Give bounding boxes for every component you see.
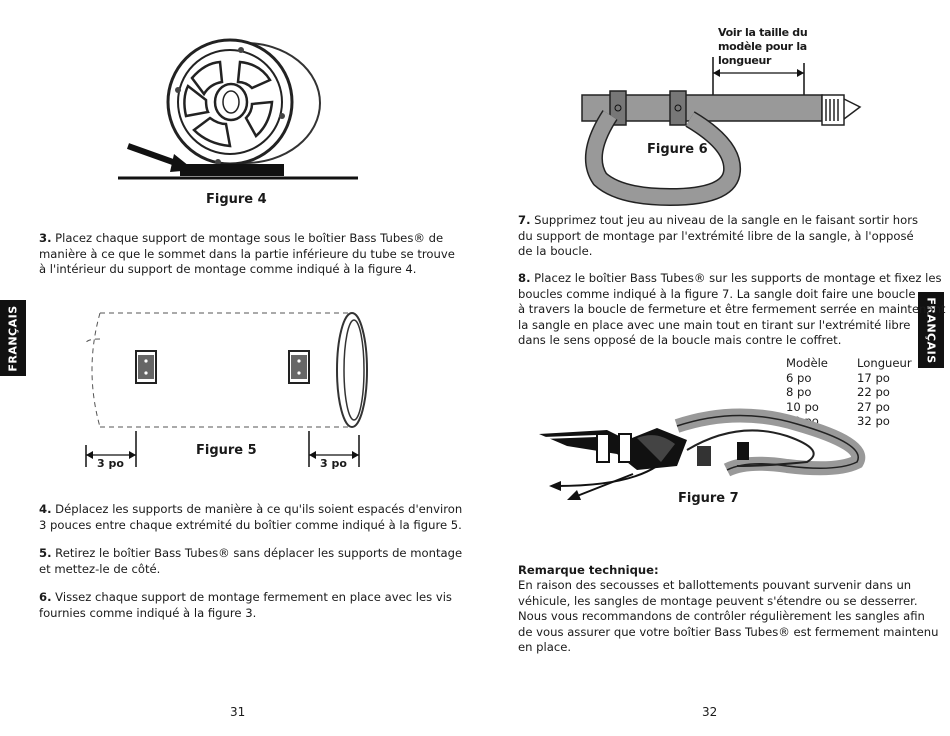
step-8-text (518, 271, 945, 349)
step-8-line-3: à travers la boucle de fermeture et être fermement serrée en maintenant (518, 302, 946, 317)
technical-note-title: Remarque technique: (518, 563, 659, 577)
step-8-line-1: Placez le boîtier Bass Tubes® sur les supports de montage et fixez les (534, 271, 942, 285)
step-8-line-5: dans le sens opposé de la boucle mais contre le coffret. (518, 333, 842, 348)
size-table-length-4: 32 po (857, 414, 890, 429)
page-number-right: 32 (702, 705, 718, 719)
step-8-line-2: boucles comme indiqué à la figure 7. La sangle doit faire une boucle (518, 286, 916, 301)
step-5-text (39, 546, 462, 577)
size-table-model-1: 6 po (786, 370, 812, 385)
step-6-line-2: fournies comme indiqué à la figure 3. (39, 605, 257, 620)
figure-5-dimension-left: 3 po (97, 457, 124, 470)
step-3-line-2: manière à ce que le sommet dans la partie inférieure du tube se trouve (39, 246, 455, 261)
size-table-model-3: 10 po (786, 399, 819, 414)
step-5-number: 5. (39, 546, 52, 560)
size-table-length-3: 27 po (857, 399, 890, 414)
step-4-line-2: 3 pouces entre chaque extrémité du boîtier comme indiqué à la figure 5. (39, 517, 462, 532)
technical-note-text (518, 578, 938, 656)
step-7-line-1: Supprimez tout jeu au niveau de la sangle en le faisant sortir hors (534, 213, 919, 227)
figure-5-caption: Figure 5 (196, 443, 257, 458)
step-3-line-3: à l'intérieur du support de montage comme indiqué à la figure 4. (39, 262, 417, 277)
step-4-text (39, 502, 462, 533)
step-5-line-2: et mettez-le de côté. (39, 561, 161, 576)
size-table-length-1: 17 po (857, 370, 890, 385)
size-table-model-4: 12 po (786, 414, 819, 429)
figure-5-dimension-right: 3 po (320, 457, 347, 470)
figure-4-caption: Figure 4 (206, 192, 267, 207)
figure-6-illustration (580, 55, 870, 205)
language-tab-left (0, 300, 26, 376)
step-3-number: 3. (39, 231, 52, 245)
figure-6-annotation-line-3: longueur (718, 54, 772, 67)
step-7-line-2: du support de montage par l'extrémité libre de la sangle, à l'opposé (518, 228, 914, 243)
step-7-text (518, 213, 918, 260)
language-tab-left-label: FRANÇAIS (6, 304, 20, 372)
figure-6-annotation-line-1: Voir la taille du (718, 26, 808, 39)
size-table-header-length: Longueur (857, 356, 912, 370)
step-3-line-1: Placez chaque support de montage sous le boîtier Bass Tubes® de (55, 231, 444, 245)
size-table-model-2: 8 po (786, 385, 812, 400)
technical-note-line-5: en place. (518, 640, 572, 655)
size-table-header-model: Modèle (786, 356, 828, 370)
step-8-line-4: la sangle en place avec une main tout en tirant sur l'extrémité libre (518, 317, 911, 332)
page-number-left: 31 (230, 705, 246, 719)
step-4-line-1: Déplacez les supports de manière à ce qu'ils soient espacés d'environ (55, 502, 463, 516)
figure-6-caption: Figure 6 (647, 142, 708, 157)
step-7-number: 7. (518, 213, 531, 227)
technical-note-line-1: En raison des secousses et ballottements pouvant survenir dans un (518, 578, 912, 592)
step-3-text (39, 231, 455, 278)
figure-7-caption: Figure 7 (678, 491, 739, 506)
technical-note-line-4: de vous assurer que votre boîtier Bass Tubes® est fermement maintenu (518, 624, 939, 639)
step-8-number: 8. (518, 271, 531, 285)
technical-note-line-2: véhicule, les sangles de montage peuvent s'étendre ou se desserrer. (518, 593, 918, 608)
step-6-text (39, 590, 452, 621)
technical-note-line-3: Nous vous recommandons de contrôler régulièrement les sangles afin (518, 609, 925, 624)
figure-4-illustration (110, 38, 370, 188)
size-table-length-2: 22 po (857, 385, 890, 400)
step-5-line-1: Retirez le boîtier Bass Tubes® sans déplacer les supports de montage (55, 546, 463, 560)
step-6-number: 6. (39, 590, 52, 604)
step-7-line-3: de la boucle. (518, 244, 593, 259)
step-6-line-1: Vissez chaque support de montage fermement en place avec les vis (55, 590, 452, 604)
step-4-number: 4. (39, 502, 52, 516)
right-page (475, 0, 950, 736)
language-tab-right-label: FRANÇAIS (924, 296, 938, 364)
figure-6-annotation-line-2: modèle pour la (718, 40, 807, 53)
